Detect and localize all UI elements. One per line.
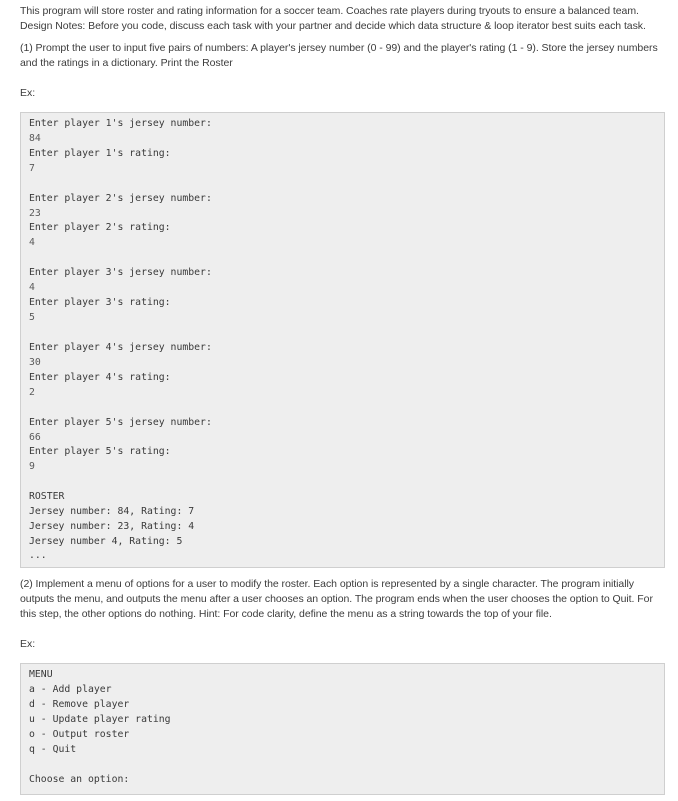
p5-rating-value: 9 <box>29 461 35 472</box>
roster-ellipsis: ... <box>29 550 47 561</box>
p2-rating-prompt: Enter player 2's rating: <box>29 222 171 233</box>
p5-jersey-prompt: Enter player 5's jersey number: <box>29 417 212 428</box>
p4-rating-value: 2 <box>29 387 35 398</box>
p4-rating-prompt: Enter player 4's rating: <box>29 372 171 383</box>
step2-paragraph <box>20 577 665 622</box>
p1-jersey-value: 84 <box>29 133 41 144</box>
example1-code-block <box>20 112 665 568</box>
p2-rating-value: 4 <box>29 237 35 248</box>
p1-rating-value: 7 <box>29 163 35 174</box>
step1-paragraph <box>20 41 665 71</box>
intro-line-1: This program will store roster and rating information for a soccer team. Coaches rate players during tryouts to ensure a balanced team. <box>20 5 639 17</box>
step2-line-2: outputs the menu, and outputs the menu after a user chooses an option. The program ends when the user chooses the option to Quit. For <box>20 593 653 605</box>
p5-jersey-value: 66 <box>29 432 41 443</box>
intro-line-2: Design Notes: Before you code, discuss each task with your partner and decide which data structure & loop iterator best suits each task. <box>20 20 646 32</box>
roster-line-3: Jersey number 4, Rating: 5 <box>29 536 183 547</box>
p4-jersey-prompt: Enter player 4's jersey number: <box>29 342 212 353</box>
step2-line-1: (2) Implement a menu of options for a user to modify the roster. Each option is represented by a single character. The program initially <box>20 578 634 590</box>
p3-rating-value: 5 <box>29 312 35 323</box>
example-label-1: Ex: <box>20 87 36 99</box>
example2-code-block <box>20 663 665 795</box>
step2-line-3: this step, the other options do nothing. Hint: For code clarity, define the menu as a string towards the top of your file. <box>20 608 552 620</box>
roster-heading: ROSTER <box>29 491 65 502</box>
intro-paragraph <box>20 4 665 34</box>
p1-jersey-prompt: Enter player 1's jersey number: <box>29 118 212 129</box>
choose-option-prompt: Choose an option: <box>29 774 130 785</box>
roster-line-1: Jersey number: 84, Rating: 7 <box>29 506 195 517</box>
p1-rating-prompt: Enter player 1's rating: <box>29 148 171 159</box>
p3-jersey-prompt: Enter player 3's jersey number: <box>29 267 212 278</box>
menu-option-add: a - Add player <box>29 684 112 695</box>
menu-option-quit: q - Quit <box>29 744 77 755</box>
p5-rating-prompt: Enter player 5's rating: <box>29 446 171 457</box>
p2-jersey-value: 23 <box>29 208 41 219</box>
step1-line-1: (1) Prompt the user to input five pairs of numbers: A player's jersey number (0 - 99) and the player's rating (1 - 9). Store the jersey numbers <box>20 42 658 54</box>
p3-rating-prompt: Enter player 3's rating: <box>29 297 171 308</box>
roster-line-2: Jersey number: 23, Rating: 4 <box>29 521 195 532</box>
menu-option-remove: d - Remove player <box>29 699 130 710</box>
p3-jersey-value: 4 <box>29 282 35 293</box>
menu-option-update: u - Update player rating <box>29 714 171 725</box>
example-label-2: Ex: <box>20 638 36 650</box>
p2-jersey-prompt: Enter player 2's jersey number: <box>29 193 212 204</box>
menu-heading: MENU <box>29 669 53 680</box>
menu-option-output: o - Output roster <box>29 729 130 740</box>
step1-line-2: and the ratings in a dictionary. Print the Roster <box>20 57 233 69</box>
p4-jersey-value: 30 <box>29 357 41 368</box>
